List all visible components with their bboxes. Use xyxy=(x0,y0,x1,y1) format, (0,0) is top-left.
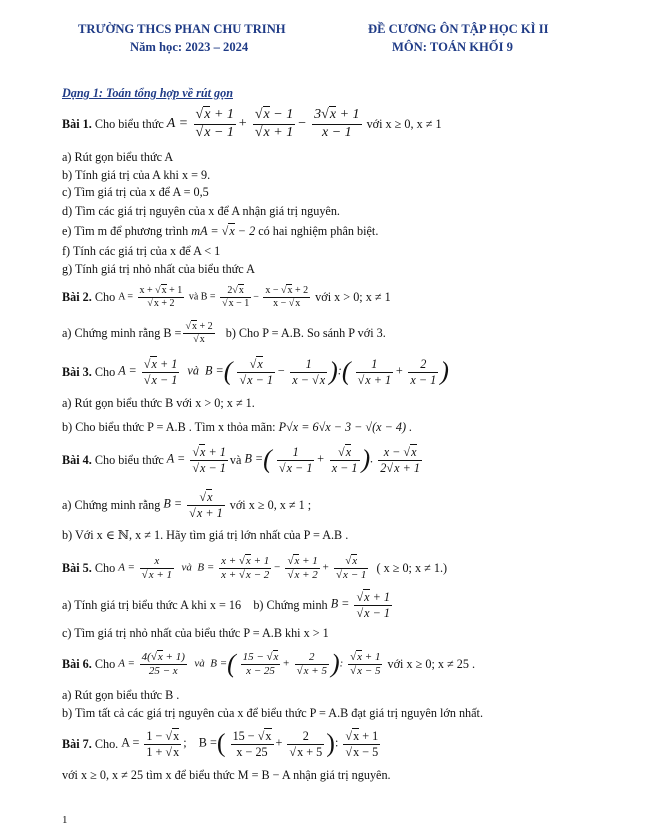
b1-item-d: d) Tìm các giá trị nguyên của x để A nhận giá trị nguyên. xyxy=(62,204,340,218)
b7-statement: Bài 7. Cho. A = $\frac{1 - √x}{1 + √x}$ ; B =( $\frac{15 - √x}{x - 25}$ + $\frac{2}{√x + 5}$ ): $\frac{√x + 1}{√x - 5}$ xyxy=(62,729,379,759)
doc-subject: MÔN: TOÁN KHỐI 9 xyxy=(392,40,513,54)
b4-statement: Bài 4. Cho biểu thức A = $\frac{√x + 1}{√x - 1}$ và B =( $\frac{1}{√x - 1}$ + $\frac{√x}{x - 1}$ ). $\frac{x - √x}{2√x + 1}$ xyxy=(62,445,420,475)
b1-intro: Cho biểu thức xyxy=(94,116,164,131)
b1-label: Bài 1. xyxy=(62,116,92,131)
section-title: Dạng 1: Toán tổng hợp về rút gọn xyxy=(62,86,233,100)
b1-item-f: f) Tính các giá trị của x để A < 1 xyxy=(62,244,221,258)
b1-formula: A = $\frac{√x + 1}{√x - 1}$ + $\frac{√x - 1}{√x + 1}$ − $\frac{3√x + 1}{x - 1}$ xyxy=(166,107,360,140)
b5-statement: Bài 5. Cho A = $\frac{x}{√x + 1}$ và B = $\frac{x + √x + 1}{x + √x - 2}$ − $\frac{√x + 1}{√x + 2}$ + $\frac{√x}{√x - 1}$ ( x ≥ 0; x ≠ 1.) xyxy=(62,554,448,581)
b2-part-a: a) Chứng minh rằng B = $\frac{√x + 2}{√x}$ b) Cho P = A.B. So sánh P với 3. xyxy=(62,321,386,345)
b2-statement: Bài 2. Cho A = $\frac{x + √x + 1}{√x + 2}$ và B = $\frac{2√x}{√x - 1}$ − $\frac{x - √x + 2}{x - √x}$ với x > 0; x ≠ 1 xyxy=(62,285,391,309)
school-name: TRƯỜNG THCS PHAN CHU TRINH xyxy=(78,22,286,36)
doc-title: ĐỀ CƯƠNG ÔN TẬP HỌC KÌ II xyxy=(368,22,549,36)
b1-condition: với x ≥ 0, x ≠ 1 xyxy=(366,116,442,131)
b7-line2: với x ≥ 0, x ≠ 25 tìm x để biểu thức M = B − A nhận giá trị nguyên. xyxy=(62,768,391,782)
b1-statement xyxy=(62,104,442,144)
b4-part-a: a) Chứng minh rằng B = $\frac{√x}{√x + 1}$ với x ≥ 0, x ≠ 1 ; xyxy=(62,490,312,520)
b1-item-b: b) Tính giá trị của A khi x = 9. xyxy=(62,168,211,182)
b1-item-e: e) Tìm m để phương trình mA = √x − 2 có hai nghiệm phân biệt. xyxy=(62,224,379,238)
b5-part-ab: a) Tính giá trị biểu thức A khi x = 16 b) Chứng minh B = $\frac{√x + 1}{√x - 1}$ xyxy=(62,590,390,620)
b5-part-c: c) Tìm giá trị nhỏ nhất của biểu thức P = A.B khi x > 1 xyxy=(62,626,329,640)
b6-part-b: b) Tìm tất cả các giá trị nguyên của x để biểu thức P = A.B đạt giá trị nguyên lớn nhất. xyxy=(62,706,483,720)
b3-part-b: b) Cho biểu thức P = A.B . Tìm x thỏa mãn: P√x = 6√x − 3 − √(x − 4) . xyxy=(62,420,413,434)
b3-statement: Bài 3. Cho A = $\frac{√x + 1}{√x - 1}$ và B =( $\frac{√x}{√x - 1}$ − $\frac{1}{x - √x}$ ):( $\frac{1}{√x + 1}$ + $\frac{2}{x - 1}$ ) xyxy=(62,357,449,387)
b6-part-a: a) Rút gọn biểu thức B . xyxy=(62,688,180,702)
b1-item-a: a) Rút gọn biểu thức A xyxy=(62,150,174,164)
school-year: Năm học: 2023 – 2024 xyxy=(130,40,249,54)
b4-part-b: b) Với x ∈ ℕ, x ≠ 1. Hãy tìm giá trị lớn nhất của P = A.B . xyxy=(62,528,349,542)
b1-item-g: g) Tính giá trị nhỏ nhất của biểu thức A xyxy=(62,262,255,276)
b6-statement: Bài 6. Cho A = $\frac{4(√x + 1)}{25 - x}$ và B =( $\frac{15 - √x}{x - 25}$ + $\frac{2}{√x + 5}$ ): $\frac{√x + 1}{√x - 5}$ với x ≥ 0; x ≠ 25 . xyxy=(62,649,476,678)
page-number: 1 xyxy=(62,814,68,826)
b3-part-a: a) Rút gọn biểu thức B với x > 0; x ≠ 1. xyxy=(62,396,255,410)
b1-item-c: c) Tìm giá trị của x để A = 0,5 xyxy=(62,185,209,199)
